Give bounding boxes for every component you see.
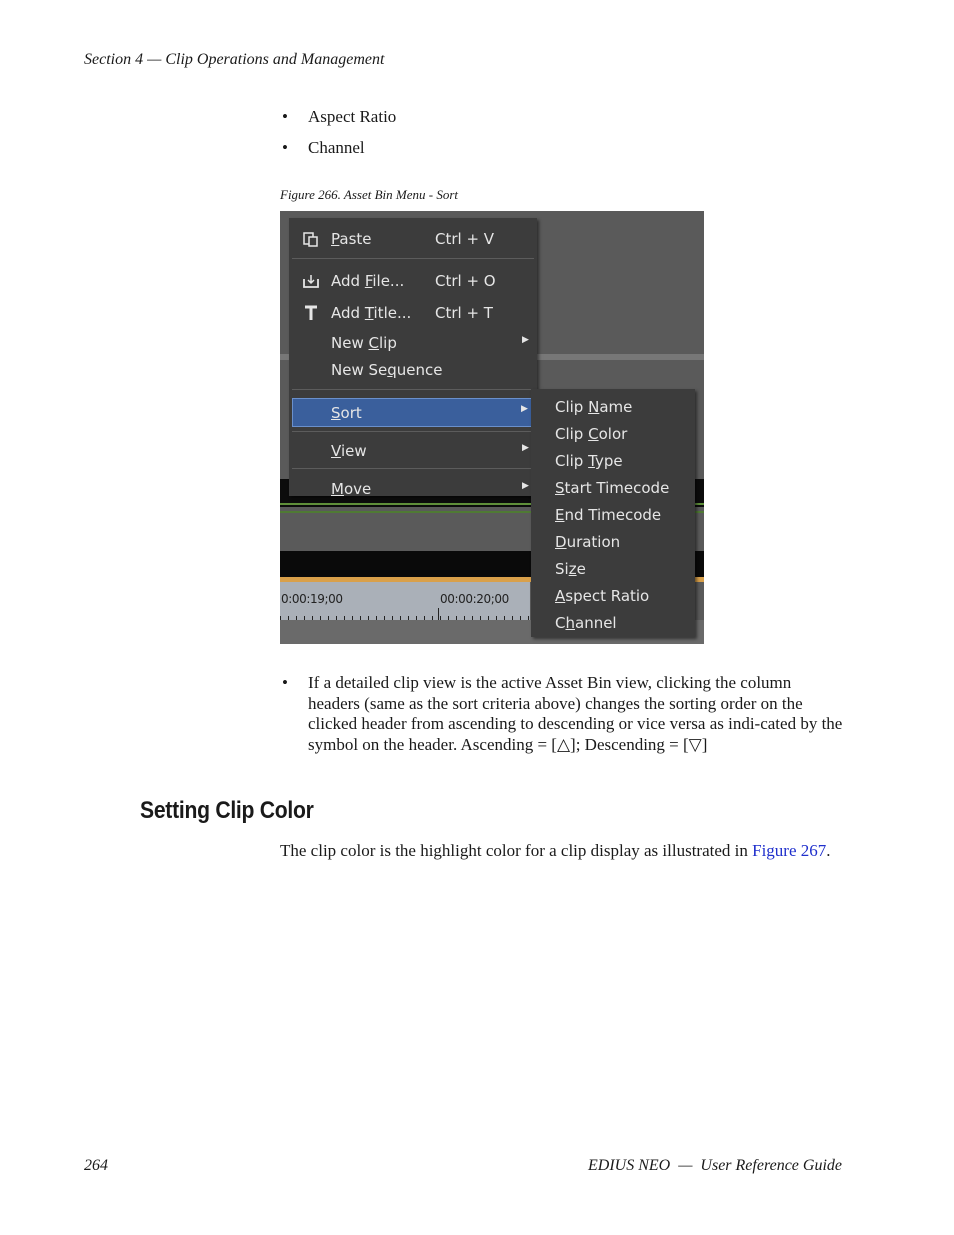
menu-separator: [292, 389, 534, 390]
menu-item-move[interactable]: Move ▶: [289, 475, 537, 503]
menu-separator: [292, 258, 534, 259]
menu-item-paste[interactable]: Paste Ctrl + V: [289, 225, 537, 253]
submenu-item-clip-color[interactable]: Clip Color: [555, 425, 628, 443]
asset-bin-screenshot: [280, 211, 704, 644]
ruler-ticks: [280, 608, 530, 620]
submenu-item-aspect-ratio[interactable]: Aspect Ratio: [555, 587, 650, 605]
menu-item-new-clip[interactable]: New Clip ▶: [289, 329, 537, 357]
submenu-arrow-icon: ▶: [521, 404, 528, 414]
menu-item-new-sequence[interactable]: New Sequence: [331, 361, 443, 379]
submenu-item-clip-name[interactable]: Clip Name: [555, 398, 633, 416]
page-number: 264: [84, 1157, 108, 1174]
timeline-ruler: [280, 582, 530, 620]
figure-link[interactable]: Figure 267: [752, 841, 827, 860]
shortcut-label: Ctrl + T: [435, 304, 493, 322]
menu-item-add-title[interactable]: Add Title... Ctrl + T: [289, 299, 537, 327]
submenu-item-channel[interactable]: Channel: [555, 614, 617, 632]
bullet-paragraph: If a detailed clip view is the active Asset Bin view, clicking the column headers (same as the sort criteria above) changes the sorting order on the clicked header from ascending to descending or vice versa as indi-cated by the symbol on the header. Ascending = [△]; Descending = [▽]: [308, 673, 843, 754]
menu-separator: [292, 468, 534, 469]
menu-item-sort[interactable]: Sort ▶: [292, 398, 532, 427]
submenu-arrow-icon: ▶: [522, 335, 529, 345]
submenu-item-start-timecode[interactable]: Start Timecode: [555, 479, 670, 497]
submenu-item-size[interactable]: Size: [555, 560, 586, 578]
submenu-item-duration[interactable]: Duration: [555, 533, 621, 551]
submenu-arrow-icon: ▶: [522, 481, 529, 491]
shortcut-label: Ctrl + V: [435, 230, 495, 248]
context-menu: [289, 218, 537, 496]
figure-caption: Figure 266. Asset Bin Menu - Sort: [280, 187, 459, 202]
add-file-icon: [303, 273, 319, 289]
menu-item-add-file[interactable]: Add File... Ctrl + O: [289, 267, 537, 295]
bullet-text: Aspect Ratio: [308, 107, 397, 126]
timecode-label: 0:00:19;00: [281, 592, 343, 606]
body-paragraph: [280, 841, 840, 862]
section-heading: Setting Clip Color: [140, 797, 314, 824]
menu-item-view[interactable]: View ▶: [289, 437, 537, 465]
footer-guide-title: EDIUS NEO — User Reference Guide: [587, 1157, 842, 1174]
body-end: .: [826, 841, 831, 860]
paste-icon: [303, 231, 319, 247]
submenu-arrow-icon: ▶: [522, 443, 529, 453]
sort-submenu: [531, 389, 695, 637]
timecode-label: 00:00:20;00: [440, 592, 509, 606]
submenu-item-end-timecode[interactable]: End Timecode: [555, 506, 662, 524]
submenu-item-clip-type[interactable]: Clip Type: [555, 452, 623, 470]
title-icon: [303, 305, 319, 321]
body-text: The clip color is the highlight color for a clip display as illustrated in: [280, 841, 748, 860]
bullet-text: Channel: [308, 138, 365, 157]
bullet-dot: •: [282, 673, 288, 692]
menu-separator: [292, 431, 534, 432]
running-header: Section 4 — Clip Operations and Management: [84, 51, 385, 68]
shortcut-label: Ctrl + O: [435, 272, 496, 290]
